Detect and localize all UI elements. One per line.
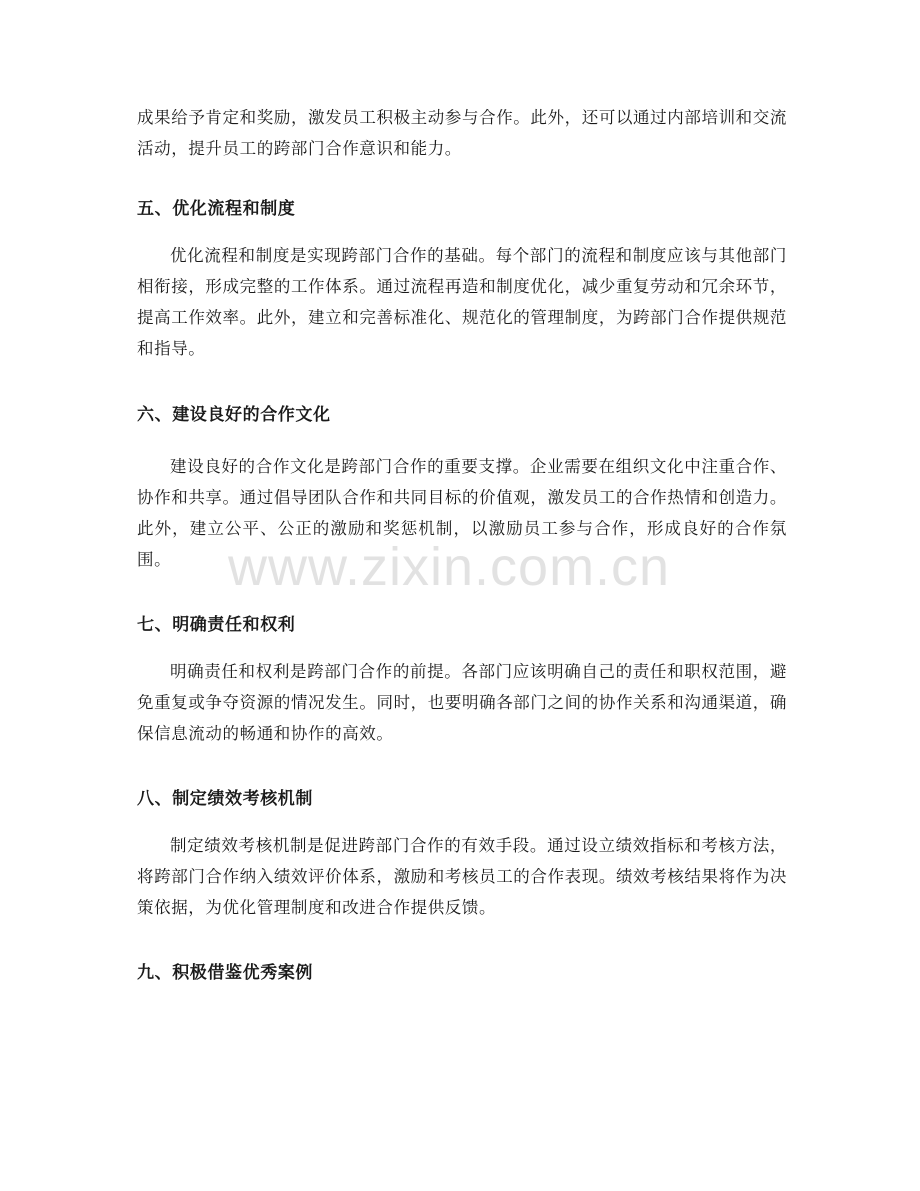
paragraph-section-7: 明确责任和权利是跨部门合作的前提。各部门应该明确自己的责任和职权范围，避免重复或争夺资源的情况发生。同时，也要明确各部门之间的协作关系和沟通渠道，确保信息流动的畅通和协作的高效。 [137, 662, 787, 743]
paragraph-intro-continuation: 成果给予肯定和奖励，激发员工积极主动参与合作。此外，还可以通过内部培训和交流活动，提升员工的跨部门合作意识和能力。 [137, 108, 787, 158]
watermark: www.zixin.com.cn [228, 537, 671, 597]
section-heading-5: 五、优化流程和制度 [137, 199, 296, 219]
paragraph-section-5: 优化流程和制度是实现跨部门合作的基础。每个部门的流程和制度应该与其他部门相衔接，形成完整的工作体系。通过流程再造和制度优化，减少重复劳动和冗余环节，提高工作效率。此外，建立和完善标准化、规范化的管理制度，为跨部门合作提供规范和指导。 [137, 246, 787, 358]
section-heading-6: 六、建设良好的合作文化 [137, 405, 331, 425]
section-heading-9: 九、积极借鉴优秀案例 [137, 963, 313, 983]
paragraph-section-8: 制定绩效考核机制是促进跨部门合作的有效手段。通过设立绩效指标和考核方法，将跨部门合作纳入绩效评价体系，激励和考核员工的合作表现。绩效考核结果将作为决策依据，为优化管理制度和改进合作提供反馈。 [137, 836, 787, 917]
section-heading-8: 八、制定绩效考核机制 [137, 789, 313, 809]
paragraph-section-6: 建设良好的合作文化是跨部门合作的重要支撑。企业需要在组织文化中注重合作、协作和共享。通过倡导团队合作和共同目标的价值观，激发员工的合作热情和创造力。此外，建立公平、公正的激励和奖惩机制，以激励员工参与合作，形成良好的合作氛围。 [137, 457, 787, 569]
section-heading-7: 七、明确责任和权利 [137, 615, 296, 635]
